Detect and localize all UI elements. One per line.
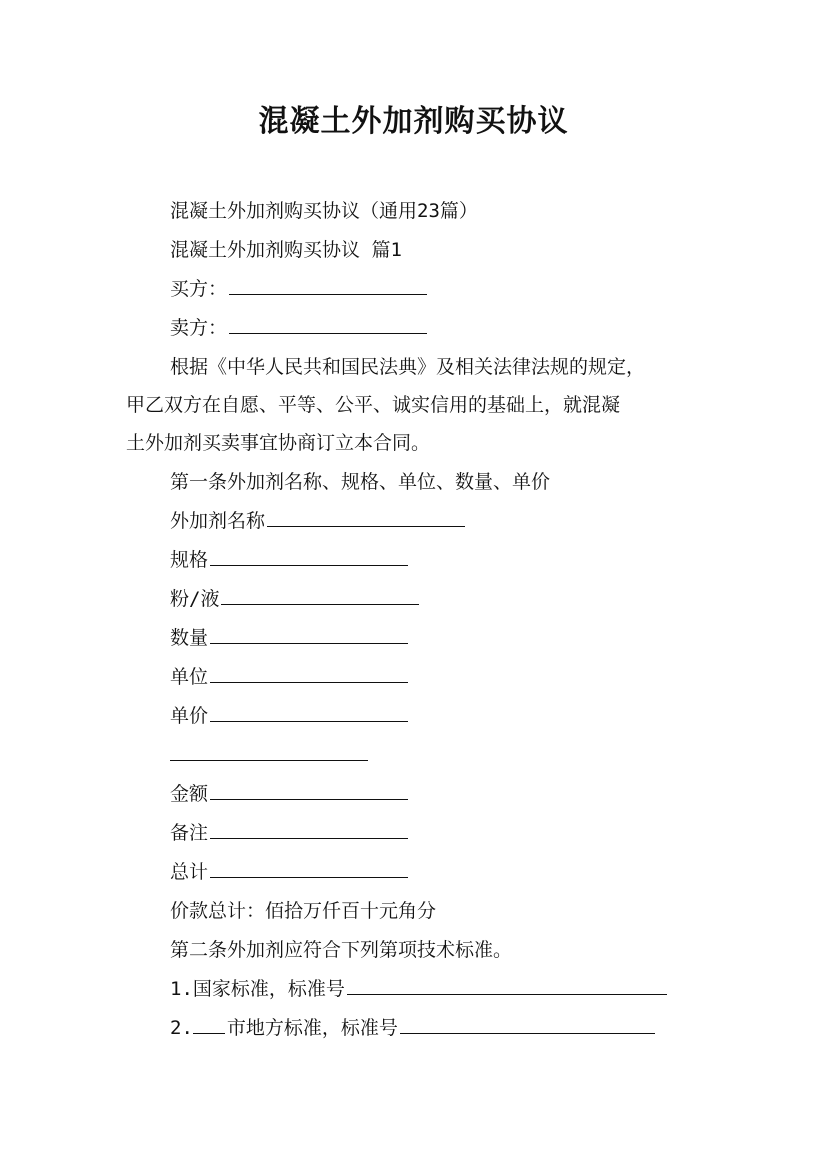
document-title: 混凝土外加剂购买协议 [258,104,569,139]
standard2-blank [400,1032,655,1034]
preamble-line-3: 土外加剂买卖事宜协商订立本合同。 [126,432,431,454]
preamble-line-1: 根据《中华人民共和国民法典》及相关法律法规的规定， [170,356,646,378]
field-total-label: 总计 [170,861,209,883]
field-form-label: 粉/液 [170,588,220,610]
field-spec-line [170,545,408,575]
article-heading: 混凝土外加剂购买协议 篇1 [170,239,402,261]
standard2-label: 市地方标准，标准号 [226,1017,398,1039]
standard2-prefix: 2. [170,1017,193,1039]
standalone-blank-line [170,740,368,770]
field-unit-price-line [170,701,408,731]
field-amount-label: 金额 [170,783,209,805]
seller-line [170,313,427,343]
field-remark-line [170,818,408,848]
clause2-heading: 第二条外加剂应符合下列第项技术标准。 [170,939,513,961]
standard1-label: 1.国家标准，标准号 [170,978,345,1000]
field-unit-line [170,662,408,692]
field-total-blank [210,876,408,878]
field-name-blank [267,525,465,527]
standard2-city-blank [193,1032,225,1034]
field-quantity-label: 数量 [170,627,209,649]
field-name-label: 外加剂名称 [170,510,266,532]
intro-line: 混凝土外加剂购买协议（通用23篇） [170,200,478,222]
buyer-line [170,274,427,304]
buyer-label: 买方： [170,278,228,300]
field-name-line [170,506,465,536]
standard1-line [170,974,667,1004]
standard1-blank [347,993,667,995]
field-total-line [170,857,408,887]
field-unit-price-label: 单价 [170,705,209,727]
field-remark-blank [210,837,408,839]
price-total-line: 价款总计：佰拾万仟百十元角分 [170,900,437,922]
standard2-line [170,1013,655,1043]
seller-blank [229,332,427,334]
field-form-blank [221,603,419,605]
field-amount-blank [210,798,408,800]
preamble-line-2: 甲乙双方在自愿、平等、公平、诚实信用的基础上，就混凝 [126,394,621,416]
field-quantity-line [170,623,408,653]
clause1-heading: 第一条外加剂名称、规格、单位、数量、单价 [170,471,551,493]
field-spec-blank [210,564,408,566]
field-unit-blank [210,681,408,683]
standalone-blank [170,759,368,761]
seller-label: 卖方： [170,317,228,339]
field-quantity-blank [210,642,408,644]
field-remark-label: 备注 [170,822,209,844]
field-spec-label: 规格 [170,549,209,571]
field-amount-line [170,779,408,809]
field-unit-price-blank [210,720,408,722]
field-form-line [170,584,419,614]
buyer-blank [229,293,427,295]
field-unit-label: 单位 [170,666,209,688]
